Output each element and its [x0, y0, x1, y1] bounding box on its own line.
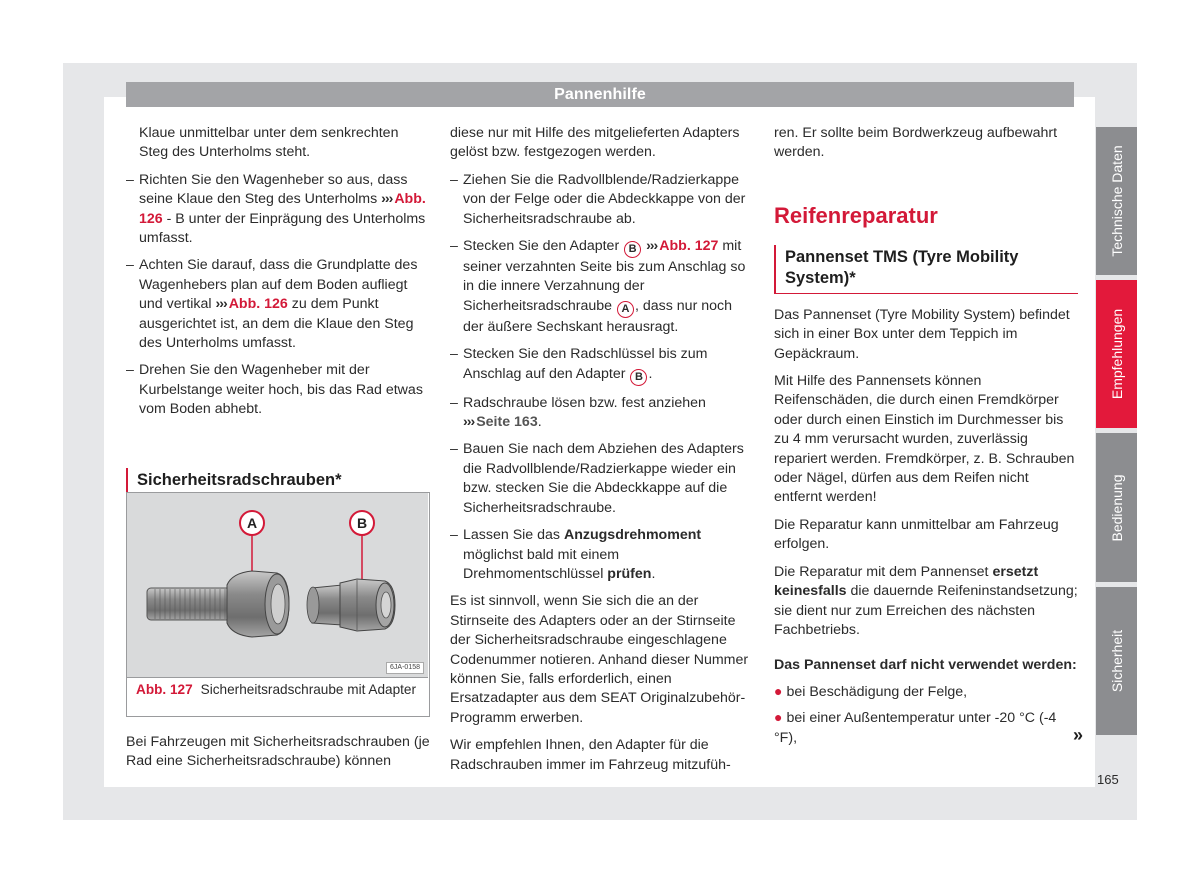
chapter-title: Pannenhilfe	[554, 86, 646, 103]
figure-reference-link[interactable]: Abb. 127	[659, 238, 719, 255]
step-item: – Bauen Sie nach dem Abziehen des Adapters die Radvollblende/Radzierkappe wieder ein bzw. stecken Sie die Abdeckkappe auf die Sicherheitsradschraube.	[450, 441, 744, 516]
step-item: – Stecken Sie den Adapter B ››› Abb. 127 mit seiner verzahnten Seite bis zum Anschlag so in die innere Verzahnung der Sicherheitsradschraube A , dass nur noch der äußere Sechskant herausragt.	[450, 238, 746, 335]
figure-reference-link[interactable]: Abb. 126	[228, 296, 288, 313]
bullet-item: ● bei Beschädigung der Felge,	[774, 682, 968, 700]
column-1	[126, 124, 430, 496]
figure-reference-link[interactable]: Abb. 126	[139, 191, 426, 227]
marker-b-icon: B	[624, 241, 641, 258]
column-1-closing-paragraph: Bei Fahrzeugen mit Sicherheitsradschrauben (je Rad eine Sicherheitsradschraube) können	[126, 734, 430, 770]
side-tab-sicherheit[interactable]: Sicherheit	[1096, 587, 1137, 735]
svg-text:B: B	[356, 515, 368, 531]
adapter-recommendation-paragraph: Wir empfehlen Ihnen, den Adapter für die Radschrauben immer im Fahrzeug mitzufüh-	[450, 737, 731, 773]
image-code: 6JA-0158	[386, 662, 424, 674]
page-number: 165	[1097, 772, 1119, 787]
pannenset-usage-paragraph: Mit Hilfe des Pannensets können Reifenschäden, die durch einen Fremdkörper oder durch einen Einstich im Durchmesser bis zu 4 mm verursacht wurden, zuverlässig repariert werden. Fremdkörper, z. B. Schrauben oder Nägel, dürfen aus dem Reifen nicht entfernt werden!	[774, 373, 1075, 506]
step-item: – Radschraube lösen bzw. fest anziehen ››› Seite 163.	[450, 394, 706, 431]
side-tab-empfehlungen[interactable]: Empfehlungen	[1096, 280, 1137, 428]
figure-number: Abb. 127	[136, 682, 193, 697]
step-item: – Ziehen Sie die Radvollblende/Radzierkappe von der Felge oder die Abdeckkappe von der Sicherheitsradschraube ab.	[450, 171, 746, 227]
column-2-intro: diese nur mit Hilfe des mitgelieferten Adapters gelöst bzw. festgezogen werden.	[450, 125, 740, 161]
bullet-item: ● bei einer Außentemperatur unter -20 °C (-4 °F),	[774, 709, 1057, 746]
column-2	[450, 124, 754, 783]
label-b-icon	[350, 511, 374, 535]
column-3	[774, 124, 1078, 754]
step-item: – Drehen Sie den Wagenheber mit der Kurbelstange weiter hoch, bis das Rad etwas vom Boden abhebt.	[126, 362, 423, 418]
bullet-icon: ●	[774, 682, 783, 699]
bolt-and-adapter-illustration	[127, 493, 428, 678]
column-1-intro: Klaue unmittelbar unter dem senkrechten Steg des Unterholms steht.	[139, 125, 399, 161]
link-arrows-icon: ›››	[463, 414, 475, 431]
warning-heading: Das Pannenset darf nicht verwendet werden:	[774, 657, 1077, 674]
section-title-reifenreparatur: Reifenreparatur	[774, 202, 938, 228]
subheading-pannenset: Pannenset TMS (Tyre Mobility System)*	[774, 245, 1078, 294]
label-a-icon	[240, 511, 264, 535]
side-tab-bedienung[interactable]: Bedienung	[1096, 433, 1137, 582]
figure-caption: Abb. 127 Sicherheitsradschraube mit Adapter	[136, 682, 417, 697]
svg-text:A: A	[246, 515, 258, 531]
codenumber-paragraph: Es ist sinnvoll, wenn Sie sich die an der Stirnseite des Adapters oder an der Stirnseite der Sicherheitsradschraube eingeschlagene Codenummer notieren. Anhand dieser Nummer können Sie, falls erforderlich, einen Ersatzadapter aus dem SEAT Originalzubehör-Programm erwerben.	[450, 593, 749, 726]
marker-b-icon: B	[630, 369, 647, 386]
column-3-intro: ren. Er sollte beim Bordwerkzeug aufbewahrt werden.	[774, 125, 1058, 161]
step-item: – Stecken Sie den Radschlüssel bis zum Anschlag auf den Adapter B .	[450, 345, 754, 385]
link-arrows-icon: ›››	[215, 296, 227, 313]
continue-on-next-page-icon: »	[1073, 725, 1084, 745]
figure-127	[126, 492, 430, 717]
side-tab-technische-daten[interactable]: Technische Daten	[1096, 127, 1137, 275]
page-reference-link[interactable]: Seite 163	[476, 414, 538, 431]
step-item: – Richten Sie den Wagenheber so aus, dass seine Klaue den Steg des Unterholms ››› Abb. 126 - B unter der Einprägung des Unterholms umfasst.	[126, 171, 426, 247]
repair-limitation-paragraph: Die Reparatur mit dem Pannenset ersetzt keinesfalls die dauernde Reifeninstandsetzung; sie dient nur zum Erreichen des nächsten Fachbetriebs.	[774, 563, 1078, 638]
bullet-icon: ●	[774, 709, 783, 726]
figure-image	[127, 493, 428, 678]
subheading-sicherheitsradschrauben: Sicherheitsradschrauben*	[126, 468, 430, 496]
pannenset-location-paragraph: Das Pannenset (Tyre Mobility System) befindet sich in einer Box unter dem Teppich im Gepäckraum.	[774, 306, 1070, 362]
link-arrows-icon: ›››	[646, 238, 658, 255]
chapter-header	[126, 82, 1074, 107]
repair-location-paragraph: Die Reparatur kann unmittelbar am Fahrzeug erfolgen.	[774, 516, 1059, 553]
step-item: – Achten Sie darauf, dass die Grundplatte des Wagenhebers plan auf dem Boden aufliegt und vertikal ››› Abb. 126 zu dem Punkt ausgerichtet ist, an dem die Klaue den Steg des Unterholms umfasst.	[126, 257, 418, 352]
marker-a-icon: A	[617, 301, 634, 318]
step-item: – Lassen Sie das Anzugsdrehmoment möglichst bald mit einem Drehmomentschlüssel prüfen.	[450, 527, 702, 582]
link-arrows-icon: ›››	[381, 191, 393, 208]
